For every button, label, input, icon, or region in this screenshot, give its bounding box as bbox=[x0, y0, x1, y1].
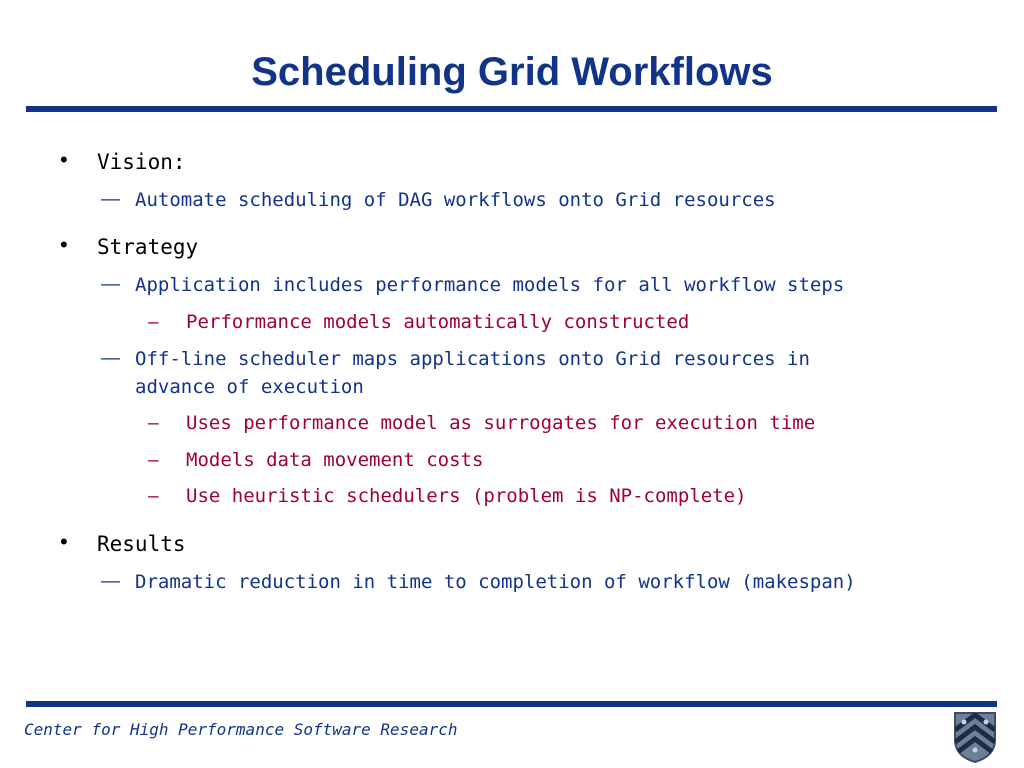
em-dash-icon: — bbox=[101, 571, 120, 592]
bullet-dot-icon: • bbox=[60, 529, 68, 554]
footer-text: Center for High Performance Software Research bbox=[24, 720, 458, 739]
bullet-dot-icon: • bbox=[60, 232, 68, 257]
rice-university-shield-icon bbox=[952, 710, 998, 764]
em-dash-icon: — bbox=[101, 348, 120, 369]
em-dash-icon: — bbox=[101, 189, 120, 210]
sub-sub-bullet-text: Uses performance model as surrogates for execution time bbox=[186, 412, 816, 434]
en-dash-icon: – bbox=[148, 486, 159, 507]
bullet-label: Strategy bbox=[97, 235, 199, 259]
en-dash-icon: – bbox=[148, 413, 159, 434]
sub-bullet-text: advance of execution bbox=[135, 376, 364, 398]
sub-bullet-text: Off-line scheduler maps applications onto Grid resources in bbox=[135, 348, 810, 370]
em-dash-icon: — bbox=[101, 274, 120, 295]
sub-bullet-text: Automate scheduling of DAG workflows onto Grid resources bbox=[135, 189, 776, 211]
en-dash-icon: – bbox=[148, 450, 159, 471]
sub-sub-bullet-text: Performance models automatically constructed bbox=[186, 311, 690, 333]
bullet-label: Results bbox=[97, 532, 186, 556]
slide-title: Scheduling Grid Workflows bbox=[251, 50, 773, 94]
en-dash-icon: – bbox=[148, 312, 159, 333]
sub-sub-bullet-text: Models data movement costs bbox=[186, 449, 484, 471]
bullet-label: Vision: bbox=[97, 150, 186, 174]
bullet-dot-icon: • bbox=[60, 147, 68, 172]
sub-bullet-text: Dramatic reduction in time to completion of workflow (makespan) bbox=[135, 571, 856, 593]
sub-bullet-text: Application includes performance models for all workflow steps bbox=[135, 274, 845, 296]
footer-divider bbox=[26, 701, 997, 707]
sub-sub-bullet-text: Use heuristic schedulers (problem is NP-complete) bbox=[186, 485, 747, 507]
